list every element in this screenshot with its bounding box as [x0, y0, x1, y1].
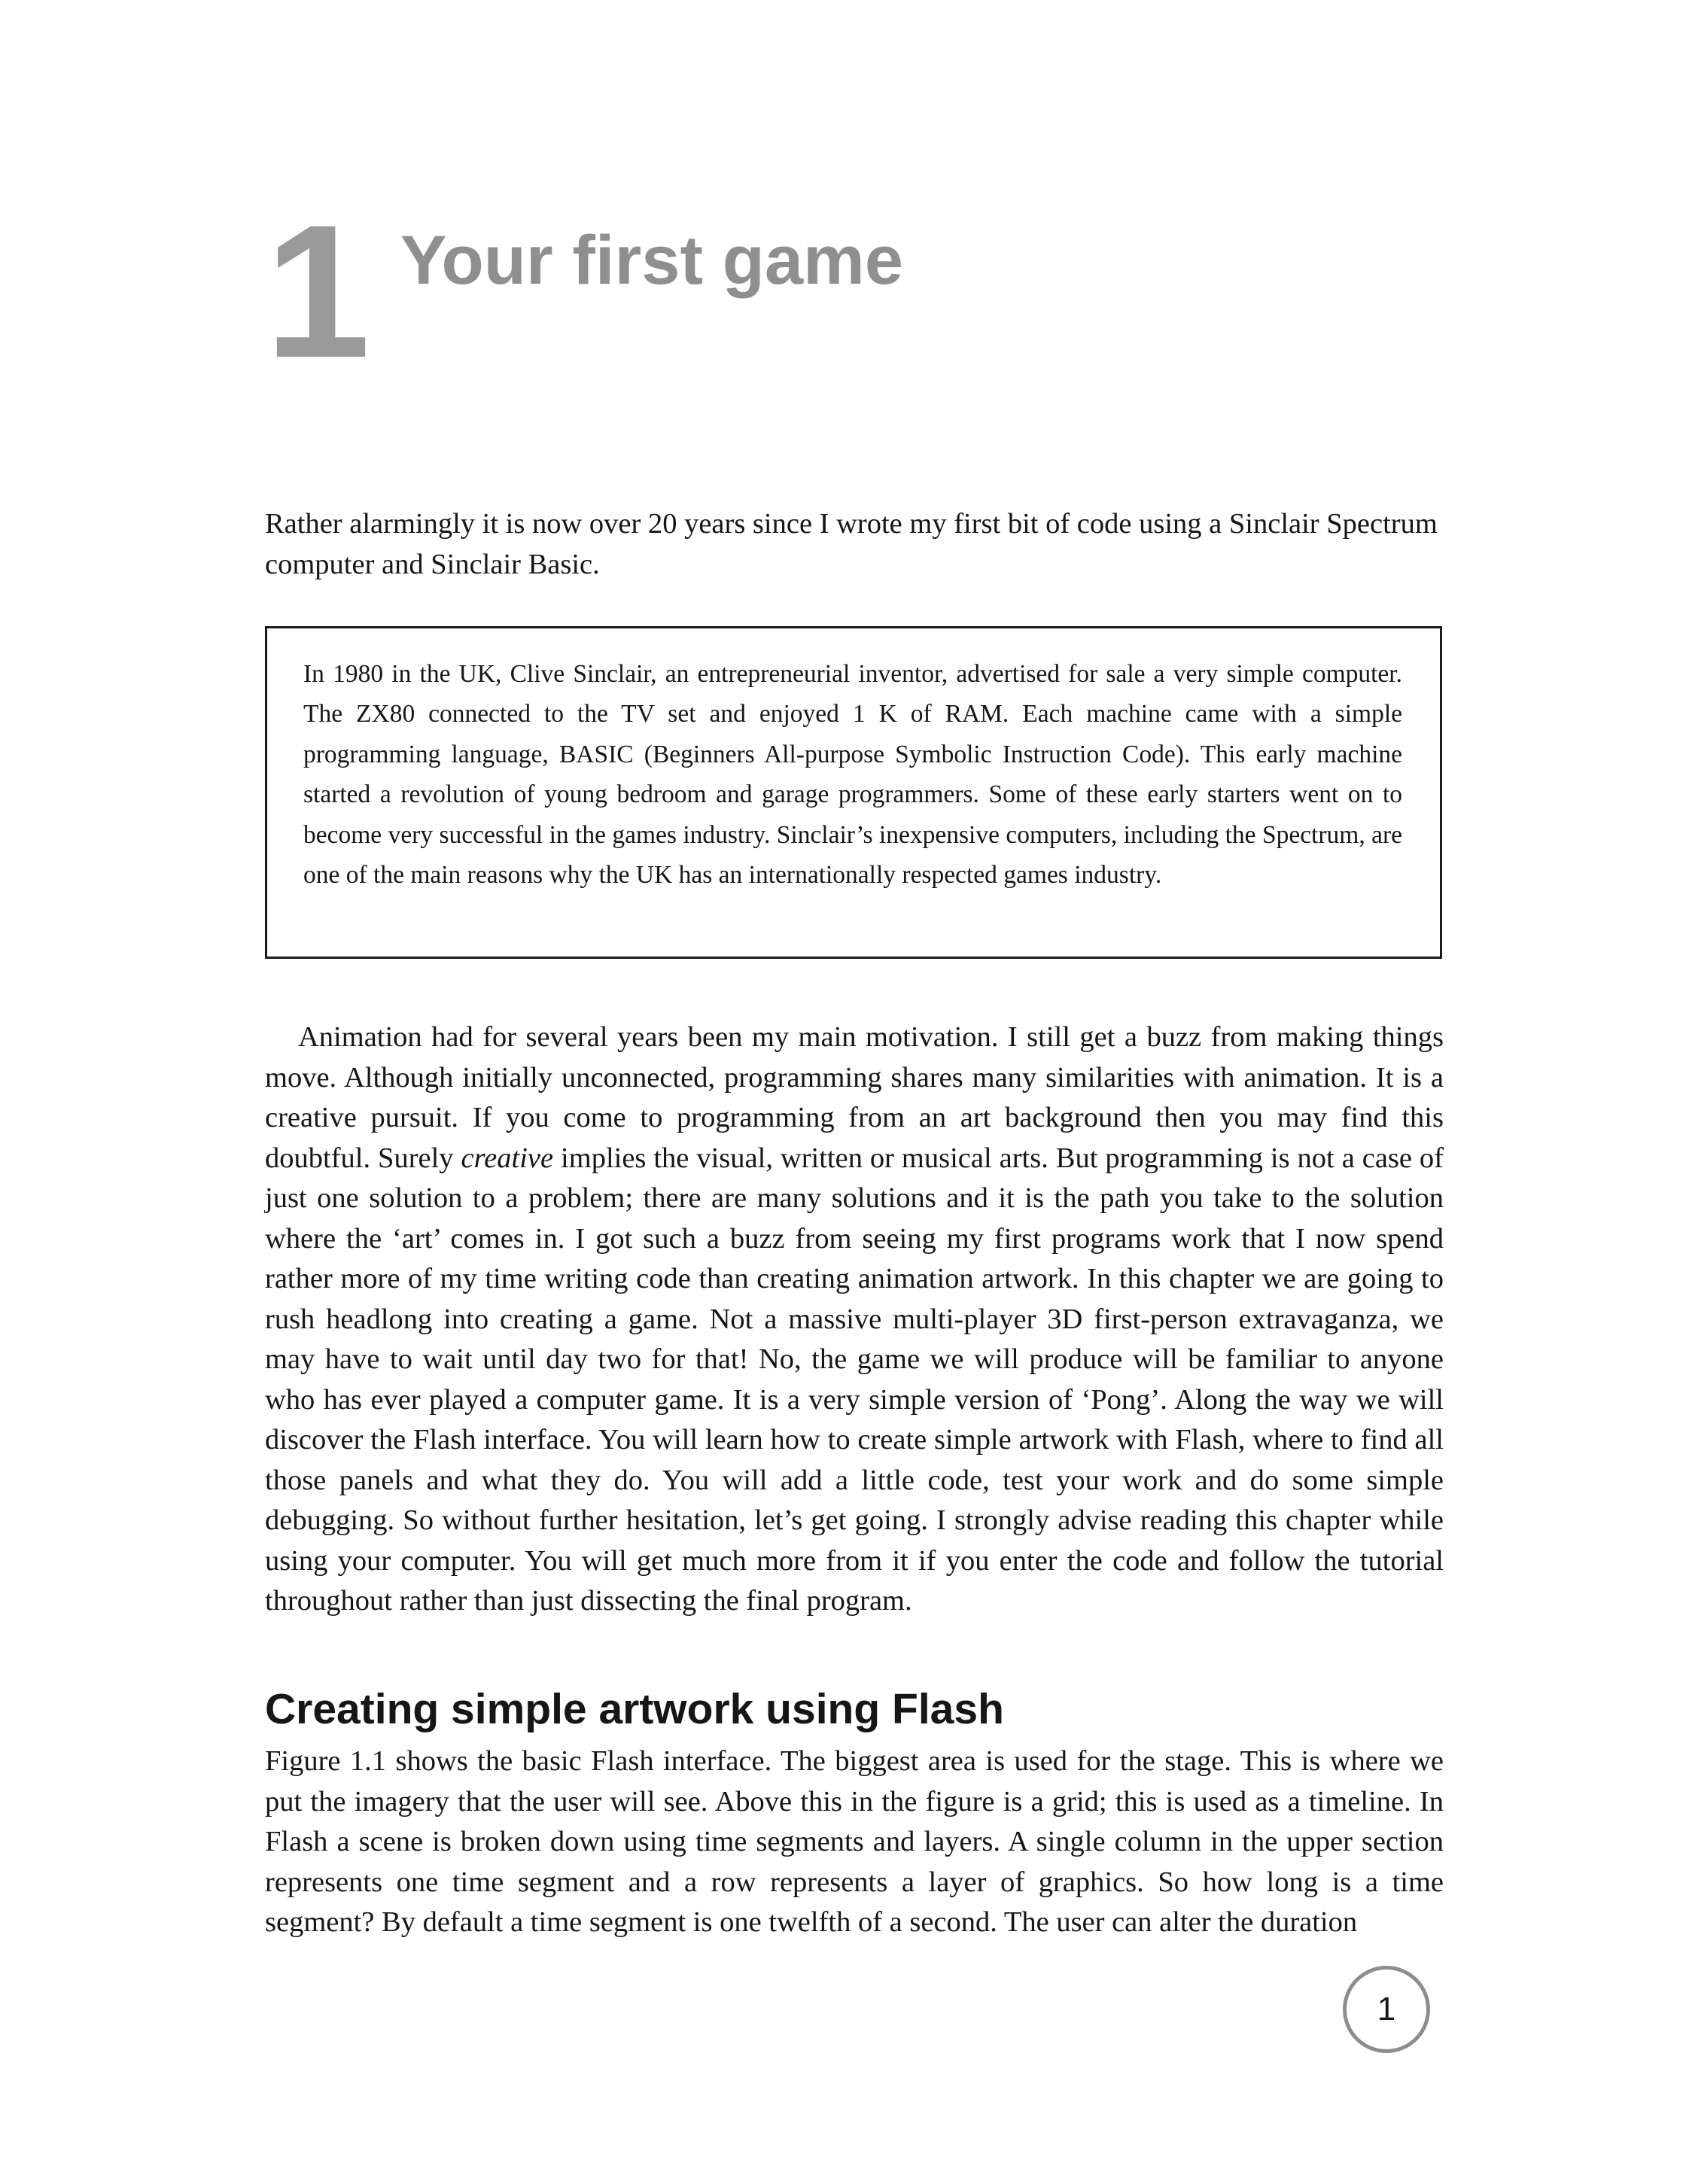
page-number: 1: [1377, 1991, 1396, 2027]
emphasis-word: creative: [461, 1142, 554, 1174]
main-paragraph: [265, 1017, 1444, 1622]
chapter-title: Your first game: [400, 222, 903, 299]
page-number-badge: [1343, 1966, 1430, 2053]
section-paragraph: Figure 1.1 shows the basic Flash interface. The biggest area is used for the stage. This is where we put the imagery that the user will see. Above this in the figure is a grid; this is used as a timeline. In Flash a scene is broken down using time segments and layers. A single column in the upper section represents one time segment and a row represents a layer of graphics. So how long is a time segment? By default a time segment is one twelfth of a second. The user can alter the duration: [265, 1745, 1444, 1938]
sidebar-box: [265, 626, 1442, 959]
main-paragraph-text-end: implies the visual, written or musical arts. But programming is not a case of just one solution to a problem; there are many solutions and it is the path you take to the solution where the ‘art’ comes in. I got such a buzz from seeing my first programs work that I now spend rather more of my time writing code than creating animation artwork. In this chapter we are going to rush headlong into creating a game. Not a massive multi-player 3D first-person extravaganza, we may have to wait until day two for that! No, the game we will produce will be familiar to anyone who has ever played a computer game. It is a very simple version of ‘Pong’. Along the way we will discover the Flash interface. You will learn how to create simple artwork with Flash, where to find all those panels and what they do. You will add a little code, test your work and do some simple debugging. So without further hesitation, let’s get going. I strongly advise reading this chapter while using your computer. You will get much more from it if you enter the code and follow the tutorial throughout rather than just dissecting the final program.: [265, 1142, 1444, 1617]
section-heading: Creating simple artwork using Flash: [265, 1685, 1004, 1733]
sidebar-text: In 1980 in the UK, Clive Sinclair, an entrepreneurial inventor, advertised for sale a very simple computer. The ZX80 connected to the TV set and enjoyed 1 K of RAM. Each machine came with a simple programming language, BASIC (Beginners All-purpose Symbolic Instruction Code). This early machine started a revolution of young bedroom and garage programmers. Some of these early starters went on to become very successful in the games industry. Sinclair’s inexpensive computers, including the Spectrum, are one of the main reasons why the UK has an internationally respected games industry.: [303, 660, 1402, 890]
main-paragraph-text-start: Animation had for several years been my main motivation. I still get a buzz from making things move. Although initially unconnected, programming shares many similarities with animation. It is a creative pursuit. If you come to programming from an art background then you may find this doubtful. Surely: [265, 1021, 1444, 1174]
intro-paragraph: Rather alarmingly it is now over 20 years since I wrote my first bit of code using a Sinclair Spectrum computer and Sinclair Basic.: [265, 508, 1438, 580]
chapter-number: 1: [265, 186, 371, 397]
